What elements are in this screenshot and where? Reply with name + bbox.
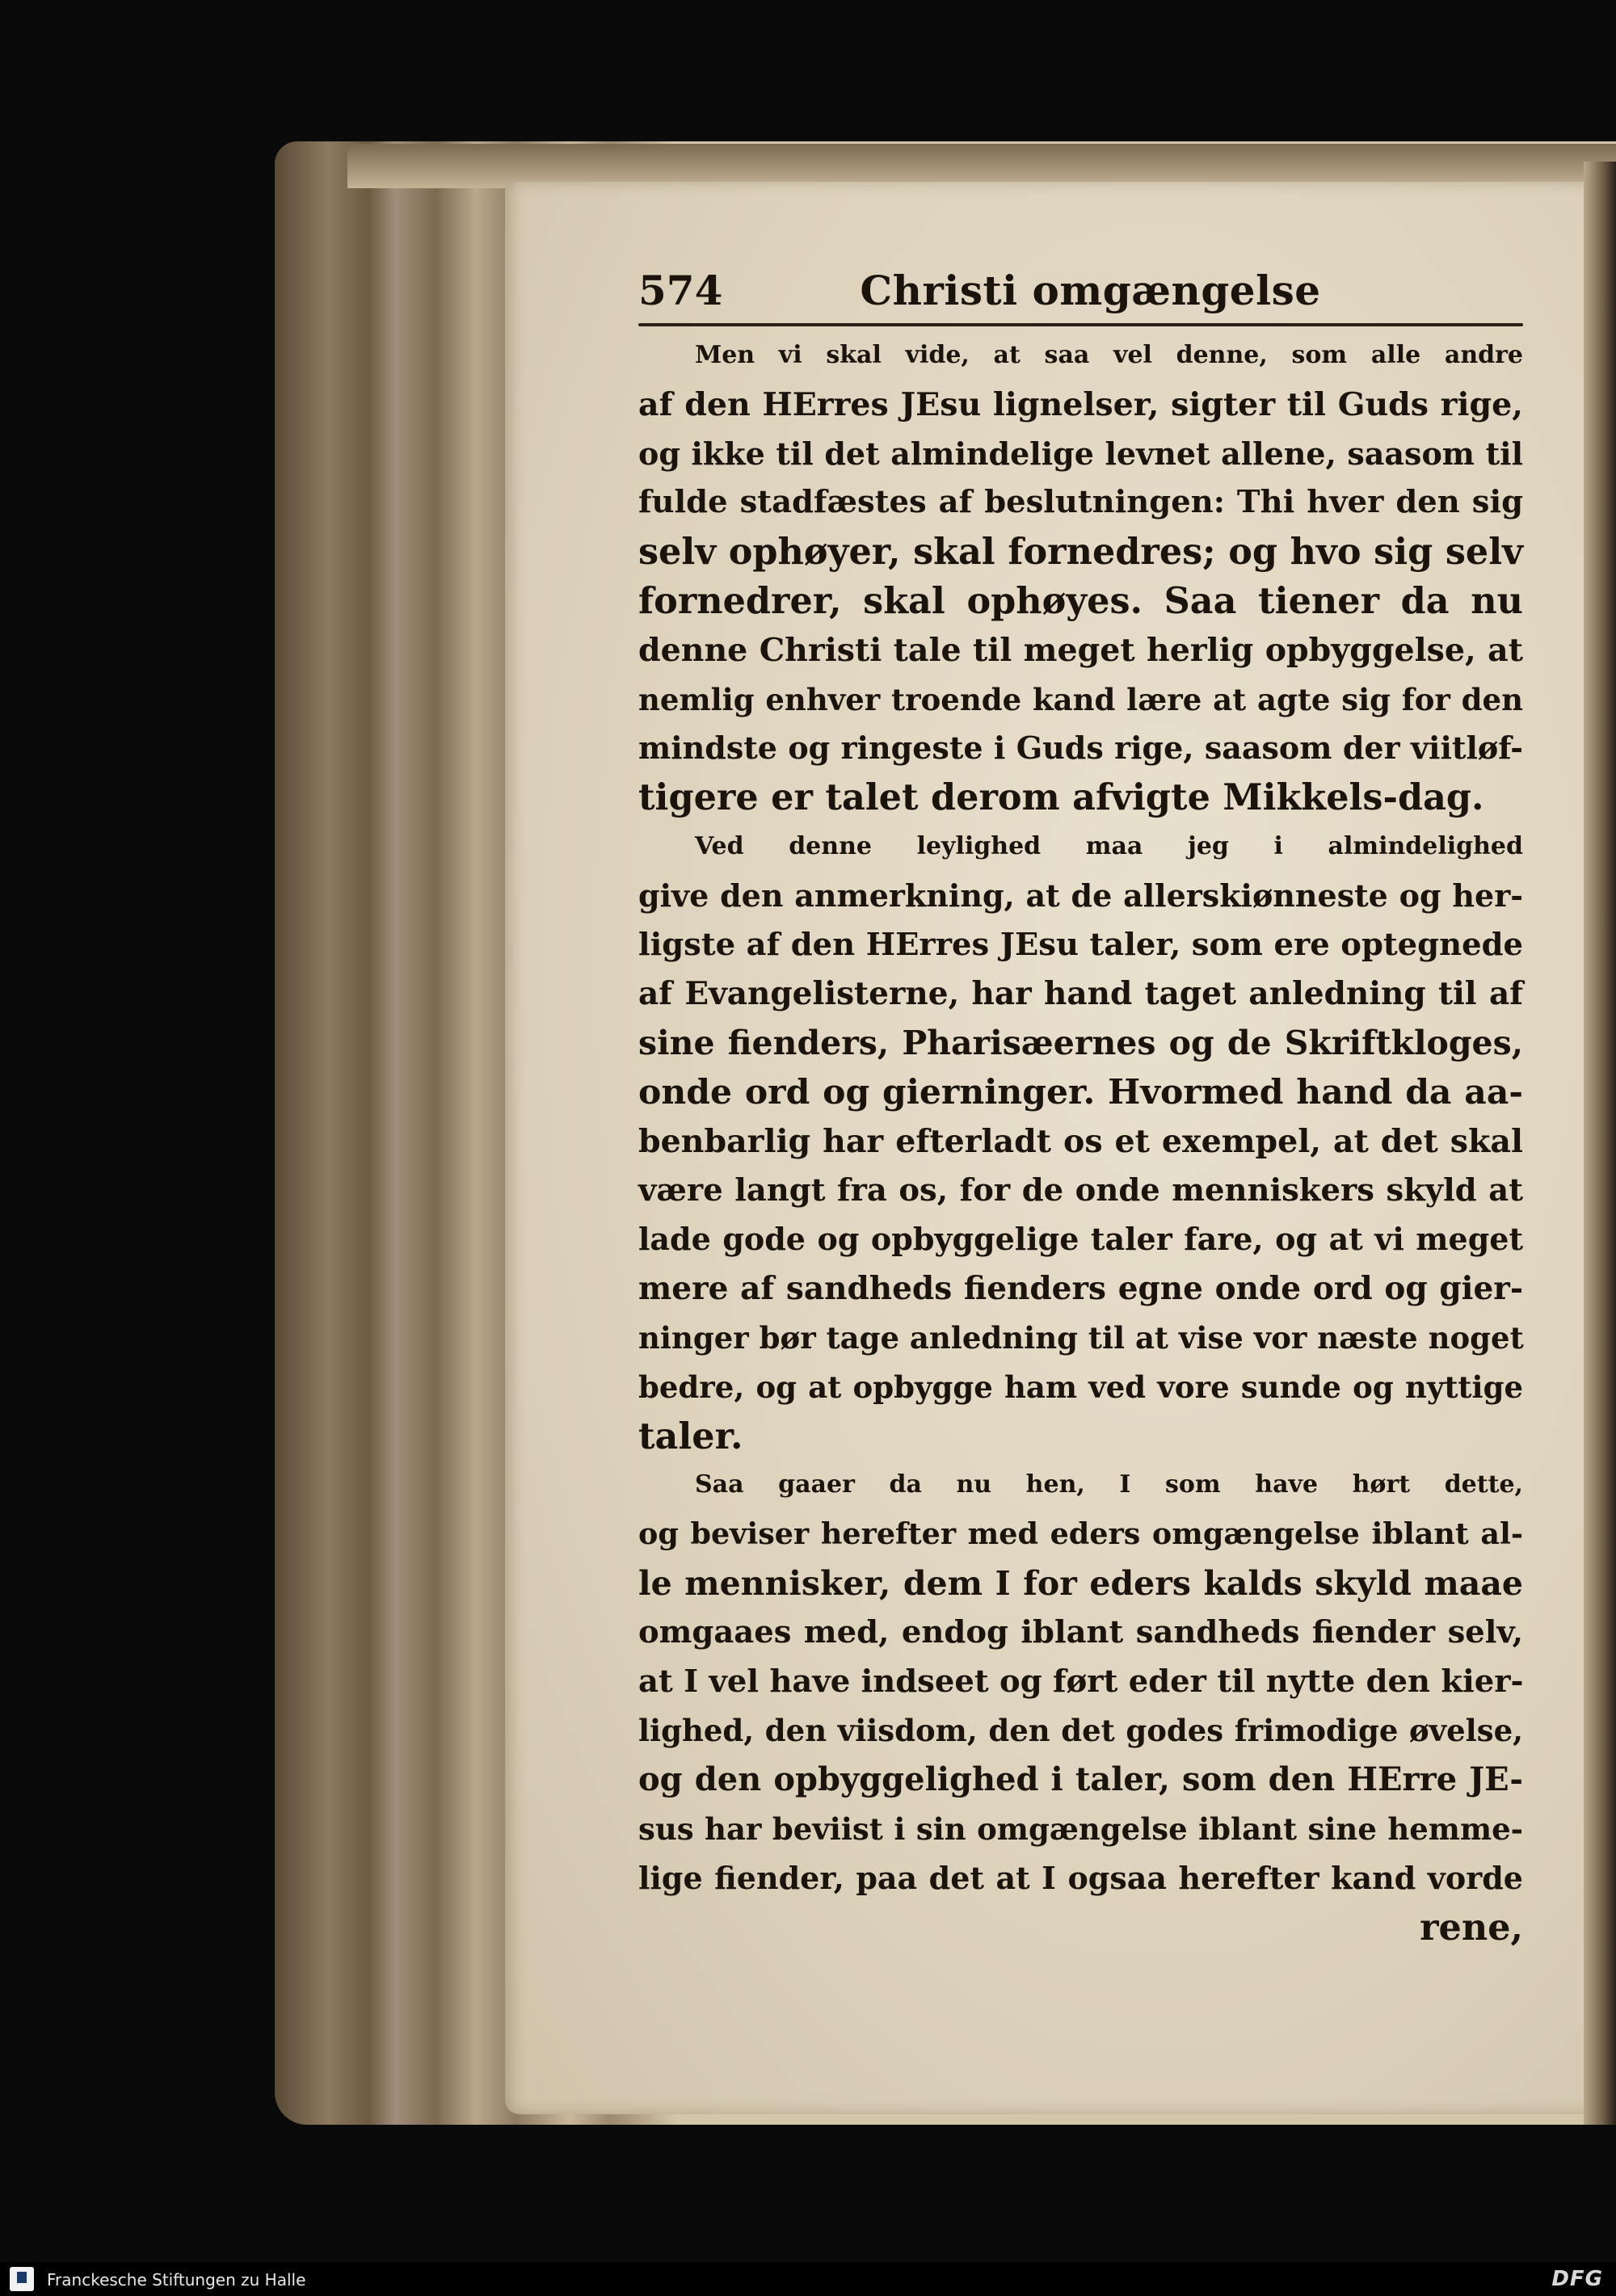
text-line: at I vel have indseet og ført eder til nytte den kier- [638, 1663, 1524, 1700]
paragraph-2 [638, 822, 1523, 1461]
running-title: Christi omgængelse [860, 267, 1321, 314]
text-line: onde ord og gierninger. Hvormed hand da aa- [638, 1071, 1523, 1112]
text-line: og beviser herefter med eders omgængelse iblant al- [638, 1516, 1523, 1552]
text-line: mere af sandheds fienders egne onde ord og gier- [638, 1270, 1523, 1308]
text-line: sus har beviist i sin omgængelse iblant sine hemme- [638, 1810, 1523, 1847]
viewer-footer [0, 2262, 1616, 2296]
paragraph-3 [638, 1461, 1523, 1952]
text-line: le mennisker, dem I for eders kalds skyld maae [638, 1563, 1523, 1603]
page-text-block [638, 267, 1523, 1952]
text-line: være langt fra os, for de onde menniskers skyld at [638, 1171, 1523, 1209]
text-line: lighed, den viisdom, den det godes frimodige øvelse, [638, 1713, 1523, 1749]
text-line: sine fienders, Pharisæernes og de Skriftkloges, [638, 1024, 1523, 1063]
running-head [638, 267, 1523, 323]
text-line: Men vi skal vide, at saa vel denne, som alle andre [695, 341, 1523, 369]
text-line: Saa gaaer da nu hen, I som have hørt dette, [695, 1470, 1523, 1499]
text-line: mindste og ringeste i Guds rige, saasom der viitløf- [638, 730, 1523, 767]
text-line: ninger bør tage anledning til at vise vor næste noget [638, 1319, 1524, 1356]
text-line: lige fiender, paa det at I ogsaa herefter kand vorde [638, 1859, 1523, 1896]
text-line: bedre, og at opbygge ham ved vore sunde og nyttige [638, 1369, 1523, 1405]
text-line: af Evangelisterne, har hand taget anledning til af [638, 975, 1523, 1013]
text-line: denne Christi tale til meget herlig opbyggelse, at [638, 631, 1523, 669]
paragraph-1 [638, 331, 1523, 822]
institution-logo-icon [10, 2267, 34, 2291]
text-line: lade gode og opbyggelige taler fare, og at vi meget [638, 1221, 1523, 1258]
book-gutter [1584, 162, 1616, 2125]
catchword: rene, [1420, 1906, 1523, 1949]
text-line: selv ophøyer, skal fornedres; og hvo sig selv [638, 531, 1523, 574]
institution-name: Franckesche Stiftungen zu Halle [47, 2270, 306, 2290]
header-rule [638, 323, 1523, 326]
text-line: Ved denne leylighed maa jeg i almindelighed [695, 831, 1523, 860]
text-line: taler. [638, 1415, 743, 1457]
text-line: tigere er talet derom afvigte Mikkels-dag. [638, 776, 1484, 819]
text-line: og ikke til det almindelige levnet allene, saasom til [638, 435, 1523, 472]
text-line: fulde stadfæstes af beslutningen: Thi hver den sig [638, 484, 1523, 521]
text-line: nemlig enhver troende kand lære at agte sig for den [638, 681, 1523, 717]
text-line: og den opbyggelighed i taler, som den HErre JE- [638, 1760, 1523, 1799]
text-line: benbarlig har efterladt os et exempel, at det skal [638, 1122, 1523, 1160]
text-line: give den anmerkning, at de allerskiønneste og her- [638, 877, 1523, 914]
dfg-logo: DFG [1551, 2267, 1603, 2291]
text-line: af den HErres JEsu lignelser, sigter til Guds rige, [638, 385, 1523, 423]
text-line: omgaaes med, endog iblant sandheds fiender selv, [638, 1613, 1523, 1651]
text-line: fornedrer, skal ophøyes. Saa tiener da nu [638, 579, 1523, 622]
page-number: 574 [638, 267, 723, 314]
text-line: ligste af den HErres JEsu taler, som ere optegnede [638, 926, 1523, 963]
